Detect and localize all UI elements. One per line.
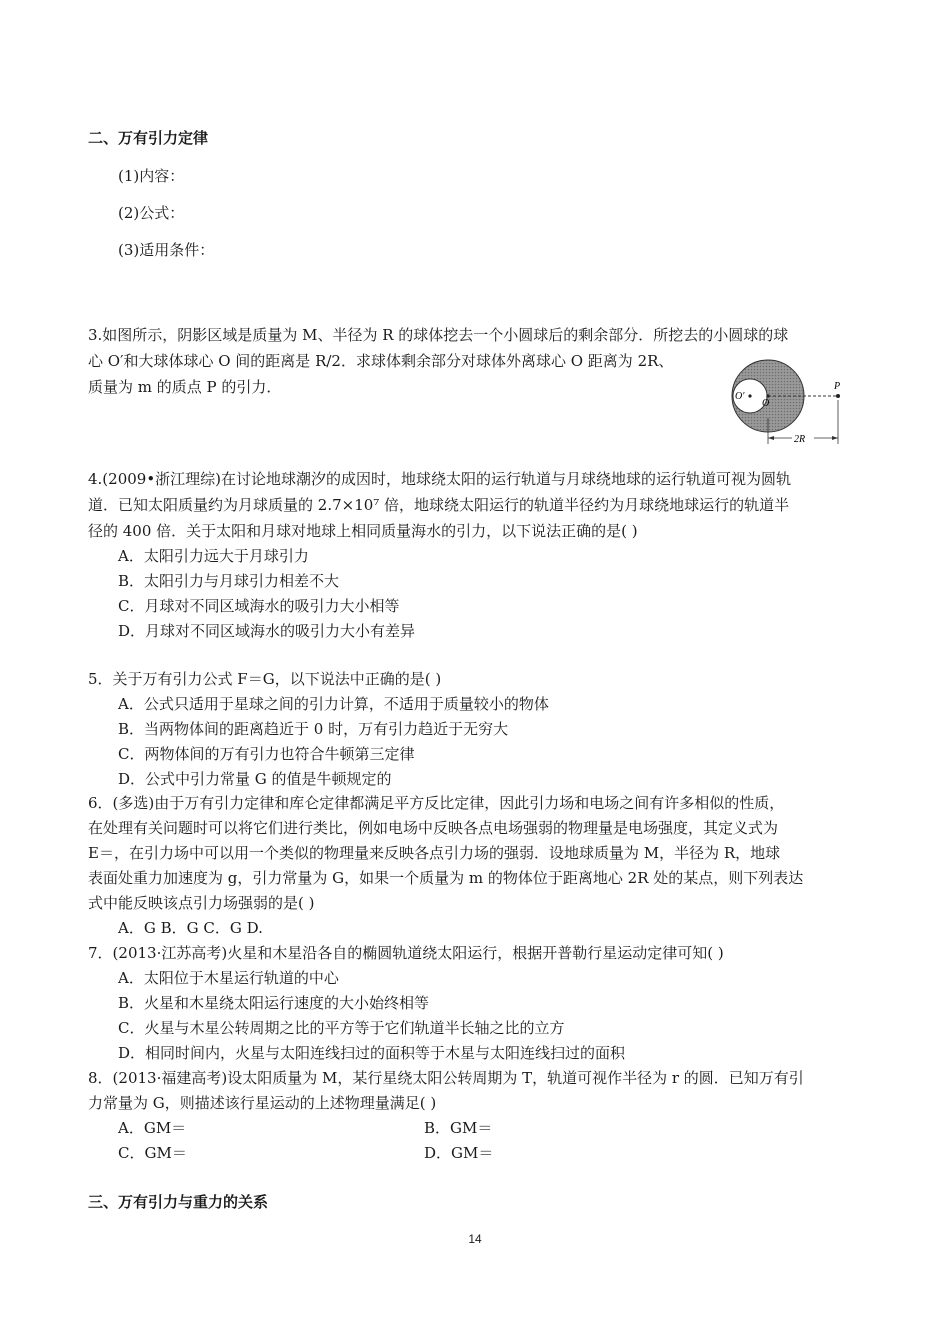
question-text: 心 O′和大球体球心 O 间的距离是 R/2．求球体剩余部分对球体外离球心 O 距离为 2R、 xyxy=(88,352,674,370)
question-text: 径的 400 倍．关于太阳和月球对地球上相同质量海水的引力，以下说法正确的是( ) xyxy=(88,522,638,540)
page-number: 14 xyxy=(468,1232,482,1246)
answer-options-row: A．G B．G C．G D. xyxy=(118,919,263,937)
answer-option: A．太阳引力远大于月球引力 xyxy=(118,547,309,565)
answer-option: C．火星与木星公转周期之比的平方等于它们轨道半长轴之比的立方 xyxy=(118,1019,565,1037)
section-heading: 二、万有引力定律 xyxy=(88,129,209,147)
section-item: (1)内容： xyxy=(118,167,185,185)
question-text: 5．关于万有引力公式 F＝G，以下说法中正确的是( ) xyxy=(88,670,442,688)
question-text: 3.如图所示，阴影区域是质量为 M、半径为 R 的球体挖去一个小圆球后的剩余部分．所挖去的小圆球的球 xyxy=(88,326,789,344)
answer-option: A．公式只适用于星球之间的引力计算，不适用于质量较小的物体 xyxy=(118,695,549,713)
answer-option: B．火星和木星绕太阳运行速度的大小始终相等 xyxy=(118,994,430,1012)
question-text: 表面处重力加速度为 g，引力常量为 G，如果一个质量为 m 的物体位于距离地心 2R 处的某点，则下列表达 xyxy=(88,869,804,887)
answer-option: A．GM＝ xyxy=(118,1119,187,1137)
label-o: O xyxy=(762,398,770,409)
section-item: (3)适用条件： xyxy=(118,241,215,259)
answer-option: B．当两物体间的距离趋近于 0 时，万有引力趋近于无穷大 xyxy=(118,720,509,738)
answer-option: C．GM＝ xyxy=(118,1144,187,1162)
answer-option: B．太阳引力与月球引力相差不大 xyxy=(118,572,340,590)
answer-option: D．GM＝ xyxy=(424,1144,494,1162)
sphere-diagram xyxy=(726,356,851,448)
question-text: 4.(2009•浙江理综)在讨论地球潮汐的成因时，地球绕太阳的运行轨道与月球绕地球的运行轨道可视为圆轨 xyxy=(88,470,792,488)
answer-option: A．太阳位于木星运行轨道的中心 xyxy=(118,969,339,987)
section-heading: 三、万有引力与重力的关系 xyxy=(88,1193,269,1211)
answer-option: C．两物体间的万有引力也符合牛顿第三定律 xyxy=(118,745,415,763)
question-text: 式中能反映该点引力场强弱的是( ) xyxy=(88,894,315,912)
answer-option: B．GM＝ xyxy=(424,1119,493,1137)
question-text: 质量为 m 的质点 P 的引力． xyxy=(88,378,282,396)
question-text: 在处理有关问题时可以将它们进行类比，例如电场中反映各点电场强弱的物理量是电场强度，其定义式为 xyxy=(88,819,779,837)
answer-option: D．相同时间内，火星与太阳连线扫过的面积等于木星与太阳连线扫过的面积 xyxy=(118,1044,626,1062)
label-p: P xyxy=(834,381,841,392)
question-text: 道．已知太阳质量约为月球质量的 2.7×10⁷ 倍，地球绕太阳运行的轨道半径约为月球绕地球运行的轨道半 xyxy=(88,496,790,514)
label-o-prime: O′ xyxy=(735,391,745,402)
answer-option: D．月球对不同区域海水的吸引力大小有差异 xyxy=(118,622,416,640)
question-text: 6．(多选)由于万有引力定律和库仑定律都满足平方反比定律，因此引力场和电场之间有许多相似的性质， xyxy=(88,794,785,812)
question-text: 8．(2013·福建高考)设太阳质量为 M，某行星绕太阳公转周期为 T，轨道可视作半径为 r 的圆．已知万有引 xyxy=(88,1069,804,1087)
label-2r: 2R xyxy=(794,434,806,445)
answer-option: D．公式中引力常量 G 的值是牛顿规定的 xyxy=(118,770,392,788)
question-text: E＝，在引力场中可以用一个类似的物理量来反映各点引力场的强弱．设地球质量为 M，半径为 R，地球 xyxy=(88,844,781,862)
question-text: 7．(2013·江苏高考)火星和木星沿各自的椭圆轨道绕太阳运行，根据开普勒行星运动定律可知( ) xyxy=(88,944,724,962)
question-text: 力常量为 G，则描述该行星运动的上述物理量满足( ) xyxy=(88,1094,437,1112)
section-item: (2)公式： xyxy=(118,204,185,222)
answer-option: C．月球对不同区域海水的吸引力大小相等 xyxy=(118,597,400,615)
